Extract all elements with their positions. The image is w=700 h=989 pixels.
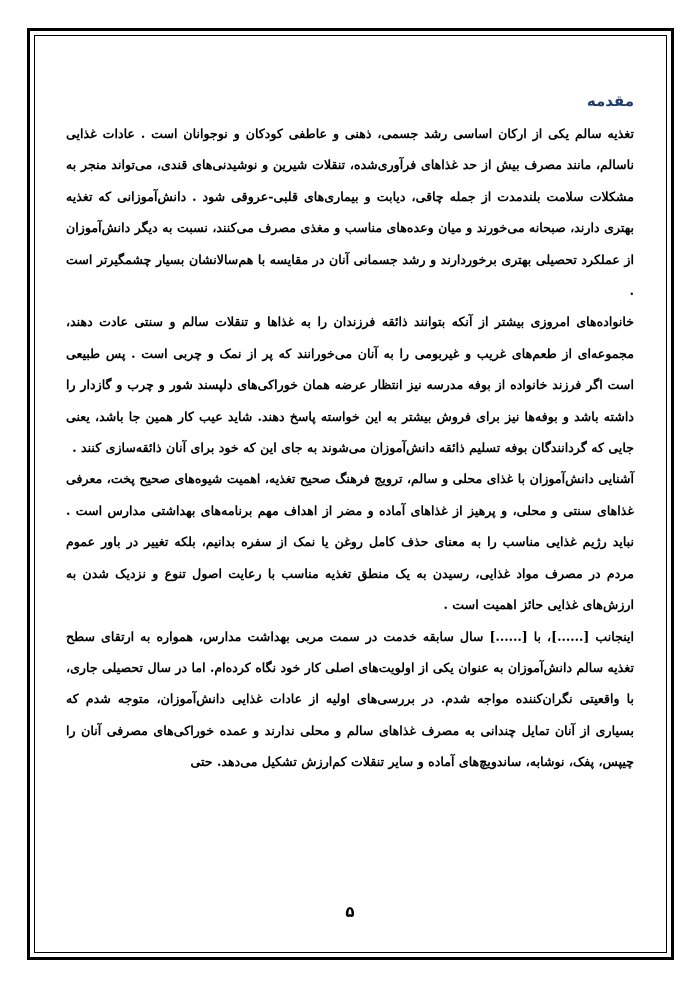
paragraph-1: تغذیه سالم یکی از ارکان اساسی رشد جسمی، ذهنی و عاطفی کودکان و نوجوانان است . عادات غذایی ناسالم، مانند مصرف بیش از حد غذاهای فرآوری‌شده، تنقلات شیرین و نوشیدنی‌های قندی، می‌تواند منجر به مشکلات سلامت بلندمدت از جمله چاقی، دیابت و بیماری‌های قلبی-عروقی شود . دانش‌آموزانی که تغذیه بهتری دارند، صبحانه می‌خورند و میان وعده‌های مناسب و مغذی مصرف می‌کنند، نسبت به دیگر دانش‌آموزان از عملکرد تحصیلی بهتری برخوردارند و رشد جسمانی آنان در مقایسه با هم‌سالانشان بسیار چشمگیرتر است . — [66, 126, 634, 299]
page-number: ۵ — [345, 903, 355, 921]
paragraph-2: خانواده‌های امروزی بیشتر از آنکه بتوانند ذائقه فرزندان را به غذاها و تنقلات سالم و سنتی عادت دهند، مجموعه‌ای از طعم‌های غریب و غیربومی را به آنان می‌خورانند که پر از نمک و چربی است . پس طبیعی است اگر فرزند خانواده از بوفه مدرسه نیز انتظار عرضه همان خوراکی‌های دلپسند شور و چرب و گازدار را داشته باشد و بوفه‌ها نیز برای فروش بیشتر به این خواسته پاسخ دهند. شاید عیب کار همین جا باشد، یعنی جایی که گردانندگان بوفه تسلیم ذائقه دانش‌آموزان می‌شوند به جای این که خود برای آنان ذائقه‌سازی کنند . — [66, 314, 634, 456]
document-body — [66, 88, 634, 778]
paragraph-4: اینجانب [......]، با [......] سال سابقه خدمت در سمت مربی بهداشت مدارس، همواره به ارتقای سطح تغذیه سالم دانش‌آموزان به عنوان یکی از اولویت‌های اصلی کار خود نگاه کرده‌ام. اما در سال تحصیلی جاری، با واقعیتی نگران‌کننده مواجه شدم. در بررسی‌های اولیه از عادات غذایی دانش‌آموزان، متوجه شدم که بسیاری از آنان تمایل چندانی به مصرف غذاهای سالم و محلی ندارند و عمده خوراکی‌های مصرفی آنان را چیپس، پفک، نوشابه، ساندویچ‌های آماده و سایر تنقلات کم‌ارزش تشکیل می‌دهد. حتی — [66, 628, 634, 770]
paragraph-3: آشنایی دانش‌آموزان با غذای محلی و سالم، ترویج فرهنگ صحیح تغذیه، اهمیت شیوه‌های صحیح پخت، معرفی غذاهای سنتی و محلی، و پرهیز از غذاهای آماده و مضر از اهداف مهم برنامه‌های بهداشتی مدارس است . نباید رژیم غذایی مناسب را به معنای حذف کامل روغن یا نمک از سفره بدانیم، بلکه تغییر در باور عموم مردم در مصرف مواد غذایی، رسیدن به یک منطق تغذیه مناسب با رعایت اصول تنوع و نزدیک شدن به ارزش‌های غذایی حائز اهمیت است . — [66, 471, 634, 613]
section-heading: مقدمه — [586, 92, 634, 110]
